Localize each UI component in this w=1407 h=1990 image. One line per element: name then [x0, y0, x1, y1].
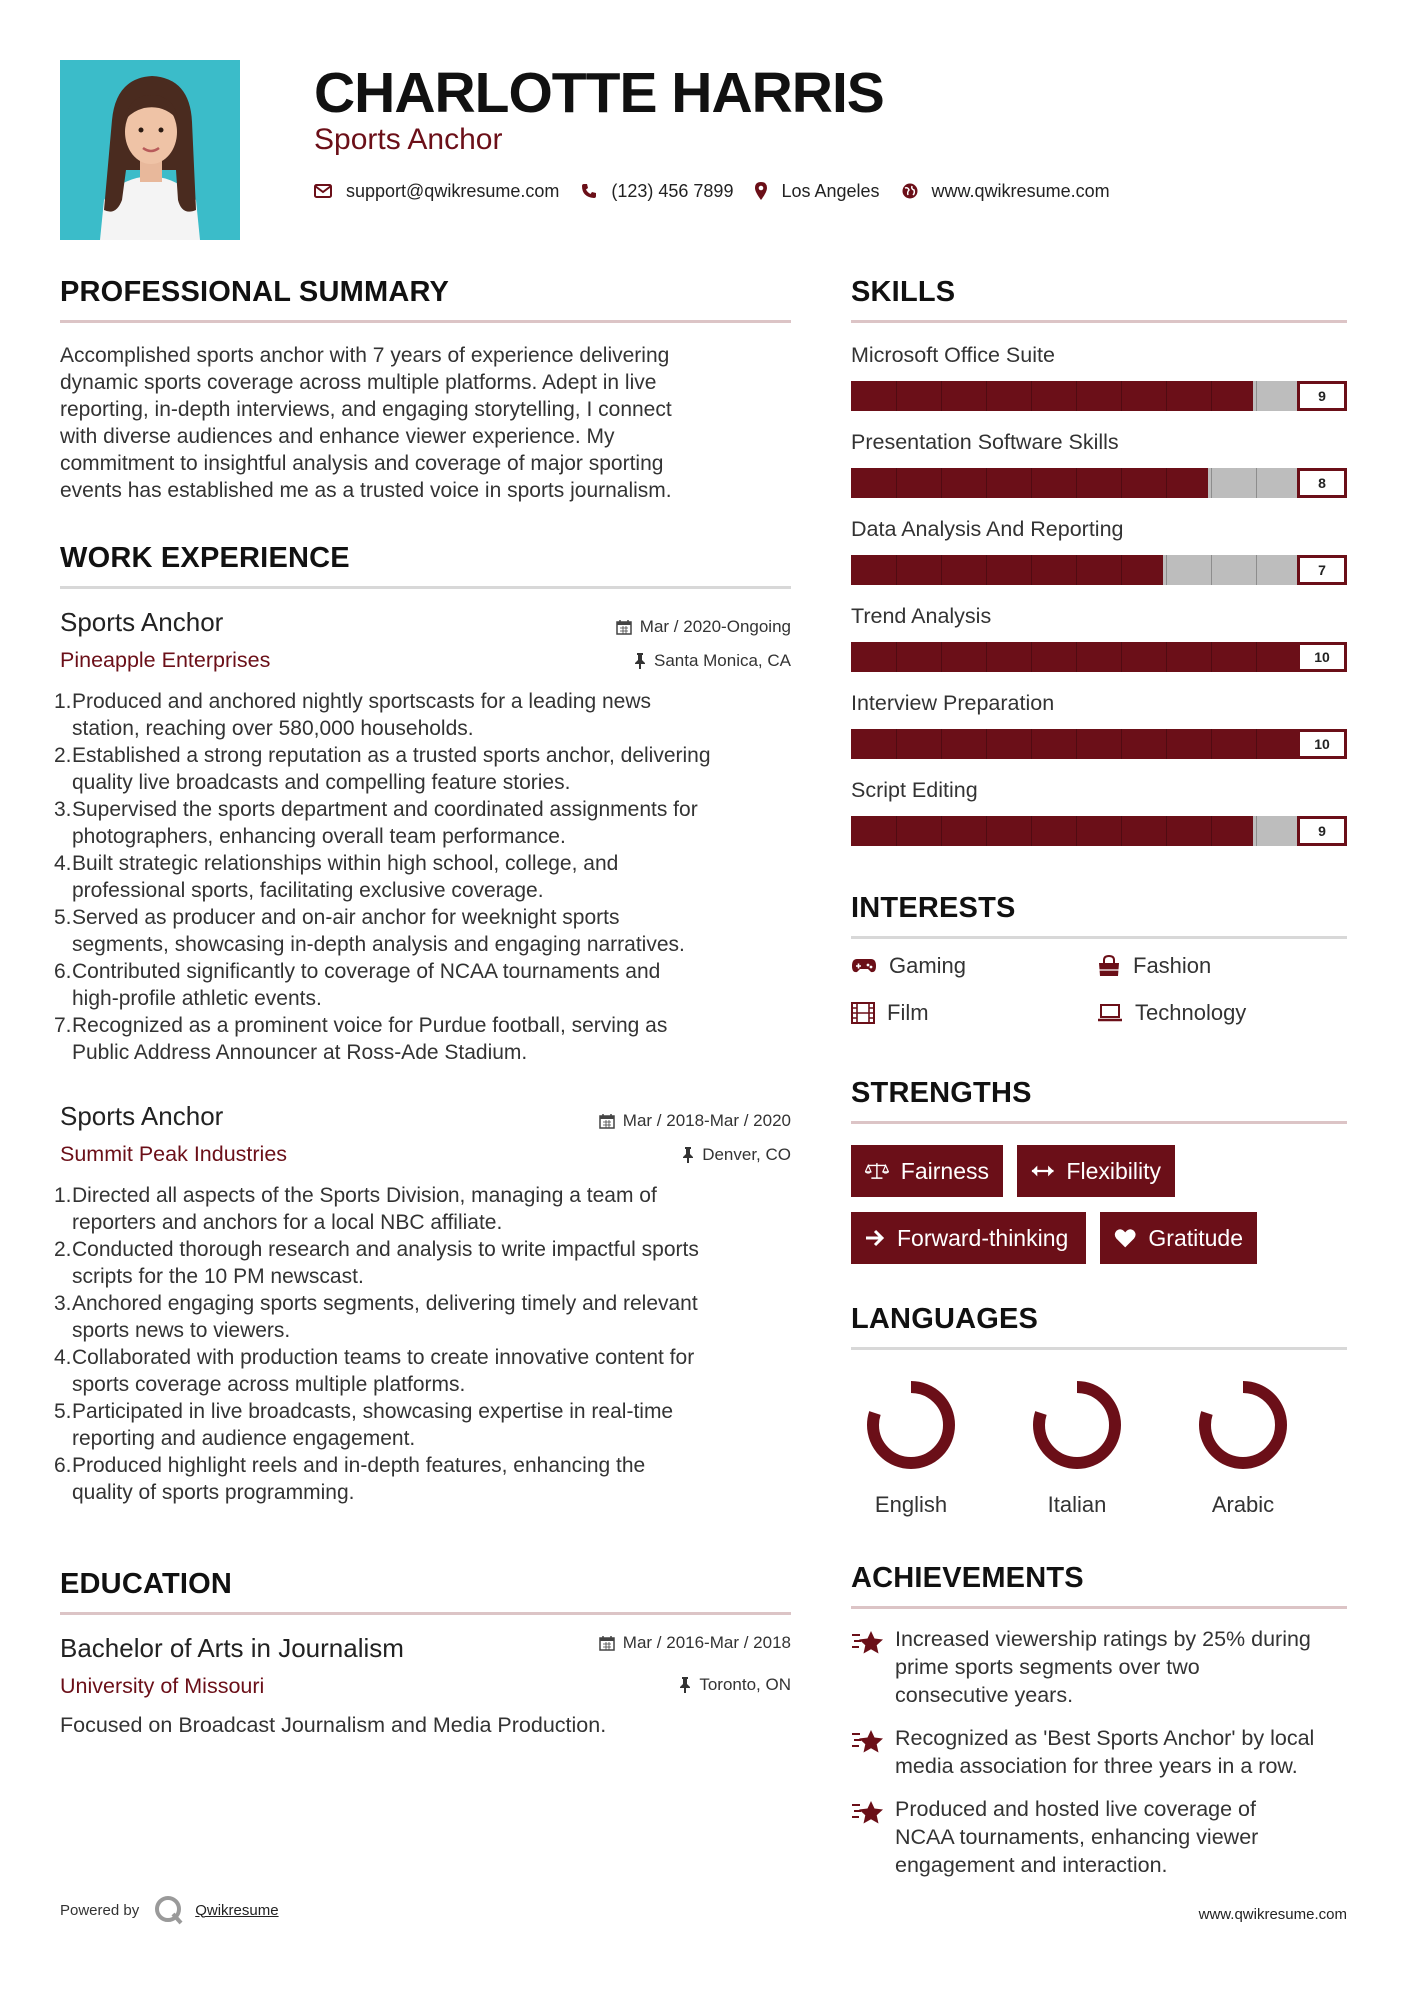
- skill-bar-fill: [851, 729, 1347, 759]
- skill-bar-segment: [986, 468, 987, 498]
- achievement-item: [851, 1724, 1351, 1784]
- experience-divider: [60, 586, 791, 589]
- summary-line: Accomplished sports anchor with 7 years of experience delivering: [60, 344, 670, 367]
- arrows-horizontal-icon: [1031, 1164, 1054, 1178]
- skill-bar-fill: [851, 642, 1347, 672]
- list-item: 3. Supervised the sports department and coordinated assignments for photographers, enhancing overall team performance.: [54, 798, 698, 848]
- skill-bar: [851, 729, 1347, 759]
- achievements-heading: ACHIEVEMENTS: [851, 1562, 1084, 1594]
- skill-bar-segment: [1256, 816, 1257, 846]
- skill-bar-segment: [1211, 468, 1212, 498]
- language-level-arc: [1205, 1387, 1281, 1463]
- skill-bar-segment: [1256, 729, 1257, 759]
- skill-bar-segment: [1076, 555, 1077, 585]
- skill-bar: [851, 555, 1347, 585]
- achievement-text: Recognized as 'Best Sports Anchor' by local media association for three years in a row.: [895, 1726, 1315, 1778]
- skill-label: Data Analysis And Reporting: [851, 517, 1124, 541]
- skill-score: 8: [1297, 468, 1347, 498]
- job-location: [682, 1144, 791, 1166]
- language-label: Italian: [1047, 1492, 1107, 1517]
- skill-bar-fill: [851, 555, 1163, 585]
- skill-score: 7: [1297, 555, 1347, 585]
- job-title: Sports Anchor: [60, 607, 224, 637]
- summary-line: events has established me as a trusted voice in sports journalism.: [60, 479, 672, 502]
- language-ring: [1007, 1370, 1147, 1480]
- skill-bar-segment: [1031, 381, 1032, 411]
- strengths-heading: STRENGTHS: [851, 1077, 1032, 1109]
- list-item: 6. Contributed significantly to coverage of NCAA tournaments and high-profile athletic events.: [54, 960, 661, 1010]
- pin-icon: [679, 1677, 691, 1693]
- contact-website[interactable]: [902, 181, 1110, 202]
- experience-heading: WORK EXPERIENCE: [60, 542, 350, 574]
- job-location: [634, 650, 791, 672]
- skill-bar-segment: [1031, 468, 1032, 498]
- skill-bar-segment: [1076, 642, 1077, 672]
- contact-phone[interactable]: [581, 181, 733, 202]
- achievements-divider: [851, 1606, 1347, 1609]
- job-dates: [616, 616, 791, 638]
- skill-bar-segment: [1076, 381, 1077, 411]
- website-text: www.qwikresume.com: [931, 180, 1110, 201]
- strength-label: Fairness: [900, 1157, 989, 1184]
- list-item: 4. Built strategic relationships within high school, college, and professional sports, facilitating exclusive coverage.: [54, 852, 619, 902]
- skill-bar-segment: [941, 642, 942, 672]
- skill-bar-segment: [1211, 729, 1212, 759]
- skill-bar-segment: [1166, 816, 1167, 846]
- list-item: 1. Produced and anchored nightly sportscasts for a leading news station, reaching over 580,000 households.: [54, 690, 652, 740]
- interest-film: [851, 1000, 929, 1026]
- phone-text: (123) 456 7899: [611, 180, 734, 201]
- languages-heading: LANGUAGES: [851, 1303, 1039, 1335]
- skill-score: 9: [1297, 381, 1347, 411]
- pin-icon: [682, 1147, 694, 1163]
- achievement-item: [851, 1625, 1351, 1715]
- globe-icon: [902, 183, 918, 199]
- skill-bar-segment: [986, 555, 987, 585]
- education-dates: [599, 1632, 791, 1654]
- strength-chip-forward-thinking: [851, 1212, 1086, 1264]
- language-level-arc: [1039, 1387, 1115, 1463]
- education-location-text: Toronto, ON: [699, 1675, 791, 1694]
- list-item: 5. Served as producer and on-air anchor for weeknight sports segments, showcasing in-depth analysis and engaging narratives.: [54, 906, 685, 956]
- list-item: 3. Anchored engaging sports segments, delivering timely and relevant sports news to viewers.: [54, 1292, 698, 1342]
- skill-bar-segment: [896, 816, 897, 846]
- education-location: [679, 1674, 791, 1696]
- skill-bar-fill: [851, 816, 1253, 846]
- language-item: [1007, 1370, 1147, 1520]
- balance-scale-icon: [865, 1160, 889, 1182]
- skill-bar-segment: [896, 468, 897, 498]
- list-item: 4. Collaborated with production teams to create innovative content for sports coverage across multiple platforms.: [54, 1346, 695, 1396]
- interest-label: Gaming: [889, 953, 967, 978]
- strength-label: Flexibility: [1066, 1157, 1161, 1184]
- skill-bar-segment: [896, 642, 897, 672]
- skill-bar: [851, 816, 1347, 846]
- skill-bar-segment: [1031, 555, 1032, 585]
- skill-bar-segment: [1256, 555, 1257, 585]
- skill-bar-segment: [1211, 816, 1212, 846]
- skill-bar-segment: [1121, 381, 1122, 411]
- skill-bar-segment: [1121, 729, 1122, 759]
- job-dates: [599, 1110, 791, 1132]
- skill-bar: [851, 381, 1347, 411]
- list-item: 5. Participated in live broadcasts, showcasing expertise in real-time reporting and audience engagement.: [54, 1400, 674, 1450]
- job-bullets: [54, 1182, 804, 1506]
- skills-heading: SKILLS: [851, 276, 956, 308]
- shopping-bag-icon: [1097, 955, 1121, 977]
- education-divider: [60, 1612, 791, 1615]
- arrow-right-icon: [865, 1228, 885, 1248]
- strength-chip-fairness: [851, 1145, 1003, 1197]
- interest-label: Film: [887, 1000, 929, 1025]
- strength-chip-flexibility: [1017, 1145, 1175, 1197]
- skill-bar-segment: [941, 381, 942, 411]
- skill-bar-segment: [986, 729, 987, 759]
- language-ring: [1173, 1370, 1313, 1480]
- heart-icon: [1114, 1227, 1136, 1249]
- company-name: Summit Peak Industries: [60, 1142, 288, 1166]
- contact-bar: [314, 176, 1132, 206]
- skill-label: Trend Analysis: [851, 604, 992, 628]
- achievement-text: Produced and hosted live coverage of NCAA tournaments, enhancing viewer engagement and interaction.: [895, 1797, 1259, 1877]
- interests-heading: INTERESTS: [851, 892, 1016, 924]
- skill-bar-segment: [1166, 555, 1167, 585]
- skill-bar-segment: [1076, 729, 1077, 759]
- skill-bar-segment: [941, 468, 942, 498]
- location-text: Los Angeles: [781, 180, 880, 201]
- summary-line: dynamic sports coverage across multiple platforms. Adept in live: [60, 371, 657, 394]
- strength-chip-gratitude: [1100, 1212, 1257, 1264]
- star-burst-icon: [851, 1728, 885, 1756]
- gamepad-icon: [851, 958, 877, 974]
- film-icon: [851, 1002, 875, 1024]
- skill-bar-segment: [1256, 642, 1257, 672]
- skill-bar-segment: [1076, 816, 1077, 846]
- skill-bar-segment: [1076, 468, 1077, 498]
- interest-label: Fashion: [1133, 953, 1212, 978]
- skill-bar-segment: [986, 642, 987, 672]
- skill-bar: [851, 468, 1347, 498]
- skill-bar-segment: [1121, 816, 1122, 846]
- summary-line: with diverse audiences and enhance viewer experience. My: [60, 425, 615, 448]
- star-burst-icon: [851, 1629, 885, 1657]
- job-dates-text: Mar / 2020-Ongoing: [639, 617, 791, 636]
- language-label: Arabic: [1211, 1492, 1275, 1517]
- achievement-text: Increased viewership ratings by 25% during prime sports segments over two consecutive years.: [895, 1627, 1311, 1707]
- skill-bar-segment: [1166, 468, 1167, 498]
- star-burst-icon: [851, 1799, 885, 1827]
- summary-line: reporting, in-depth interviews, and engaging storytelling, I connect: [60, 398, 672, 421]
- candidate-name: CHARLOTTE HARRIS: [314, 61, 884, 125]
- skill-bar-segment: [1166, 642, 1167, 672]
- portrait-illustration: [60, 60, 240, 240]
- qwikresume-logo-icon: [153, 1894, 185, 1926]
- list-item: 2. Conducted thorough research and analysis to write impactful sports scripts for the 10 PM newscast.: [54, 1238, 699, 1288]
- summary-heading: PROFESSIONAL SUMMARY: [60, 276, 450, 308]
- email-text: support@qwikresume.com: [346, 180, 560, 201]
- skill-bar-segment: [986, 381, 987, 411]
- interest-label: Technology: [1135, 1000, 1247, 1025]
- interest-technology: [1097, 1000, 1246, 1026]
- skill-bar-segment: [1211, 381, 1212, 411]
- skill-label: Script Editing: [851, 778, 978, 802]
- interests-divider: [851, 936, 1347, 939]
- skill-bar-segment: [1031, 642, 1032, 672]
- skill-bar-segment: [1031, 729, 1032, 759]
- powered-by-text: Powered by: [60, 1901, 140, 1919]
- skill-bar-segment: [986, 816, 987, 846]
- contact-email[interactable]: [314, 181, 559, 202]
- strength-label: Gratitude: [1148, 1224, 1243, 1251]
- phone-icon: [581, 183, 597, 199]
- education-note: Focused on Broadcast Journalism and Media Production.: [60, 1713, 607, 1737]
- company-name: Pineapple Enterprises: [60, 648, 271, 672]
- footer-site-link[interactable]: www.qwikresume.com: [1198, 1906, 1347, 1923]
- skill-bar-segment: [941, 555, 942, 585]
- language-item: [841, 1370, 981, 1520]
- skill-bar-segment: [1031, 816, 1032, 846]
- skill-bar-segment: [1211, 555, 1212, 585]
- calendar-icon: [616, 619, 632, 635]
- summary-text: [60, 342, 800, 504]
- calendar-icon: [599, 1635, 615, 1651]
- education-heading: EDUCATION: [60, 1568, 233, 1600]
- skill-bar-segment: [1256, 381, 1257, 411]
- skill-bar-segment: [1256, 468, 1257, 498]
- language-ring: [841, 1370, 981, 1480]
- contact-location: [755, 181, 879, 202]
- interest-fashion: [1097, 953, 1211, 979]
- qwikresume-link[interactable]: Qwikresume: [195, 1901, 279, 1919]
- pin-icon: [634, 653, 646, 669]
- skill-bar: [851, 642, 1347, 672]
- job-location-text: Santa Monica, CA: [653, 651, 791, 670]
- job-title: Sports Anchor: [60, 1101, 224, 1131]
- achievement-item: [851, 1795, 1351, 1885]
- school-name: University of Missouri: [60, 1674, 265, 1698]
- skill-bar-segment: [1166, 381, 1167, 411]
- calendar-icon: [599, 1113, 615, 1129]
- skill-score: 10: [1297, 729, 1347, 759]
- candidate-role: Sports Anchor: [314, 123, 503, 156]
- strength-label: Forward-thinking: [897, 1224, 1069, 1251]
- skill-bar-segment: [941, 816, 942, 846]
- skill-label: Presentation Software Skills: [851, 430, 1119, 454]
- skill-bar-segment: [896, 381, 897, 411]
- skill-bar-segment: [1121, 642, 1122, 672]
- footer-powered-by: [60, 1894, 279, 1926]
- skill-bar-segment: [941, 729, 942, 759]
- job-bullets: [54, 688, 804, 1066]
- education-dates-text: Mar / 2016-Mar / 2018: [622, 1633, 791, 1652]
- summary-line: commitment to insightful analysis and coverage of major sporting: [60, 452, 664, 475]
- summary-divider: [60, 320, 791, 323]
- skill-label: Microsoft Office Suite: [851, 343, 1055, 367]
- strengths-divider: [851, 1121, 1347, 1124]
- job-dates-text: Mar / 2018-Mar / 2020: [622, 1111, 791, 1130]
- laptop-icon: [1097, 1003, 1123, 1023]
- skill-score: 9: [1297, 816, 1347, 846]
- interest-gaming: [851, 953, 966, 979]
- envelope-icon: [314, 184, 332, 198]
- list-item: 1. Directed all aspects of the Sports Division, managing a team of reporters and anchors for a local NBC affiliate.: [54, 1184, 657, 1234]
- language-label: English: [874, 1492, 948, 1517]
- skill-bar-segment: [896, 729, 897, 759]
- skill-score: 10: [1297, 642, 1347, 672]
- list-item: 6. Produced highlight reels and in-depth features, enhancing the quality of sports programming.: [54, 1454, 646, 1504]
- list-item: 2. Established a strong reputation as a trusted sports anchor, delivering quality live broadcasts and compelling feature stories.: [54, 744, 711, 794]
- skill-bar-segment: [1121, 468, 1122, 498]
- degree-title: Bachelor of Arts in Journalism: [60, 1633, 404, 1663]
- list-item: 7. Recognized as a prominent voice for Purdue football, serving as Public Address Announcer at Ross-Ade Stadium.: [54, 1014, 668, 1064]
- profile-photo: [60, 60, 240, 240]
- skill-bar-fill: [851, 468, 1208, 498]
- skill-bar-fill: [851, 381, 1253, 411]
- skill-bar-segment: [896, 555, 897, 585]
- languages-divider: [851, 1347, 1347, 1350]
- skill-bar-segment: [1121, 555, 1122, 585]
- language-level-arc: [873, 1387, 949, 1463]
- skill-label: Interview Preparation: [851, 691, 1055, 715]
- map-pin-icon: [755, 182, 767, 200]
- skill-bar-segment: [1211, 642, 1212, 672]
- skill-bar-segment: [1166, 729, 1167, 759]
- job-location-text: Denver, CO: [702, 1145, 791, 1164]
- skills-divider: [851, 320, 1347, 323]
- language-item: [1173, 1370, 1313, 1520]
